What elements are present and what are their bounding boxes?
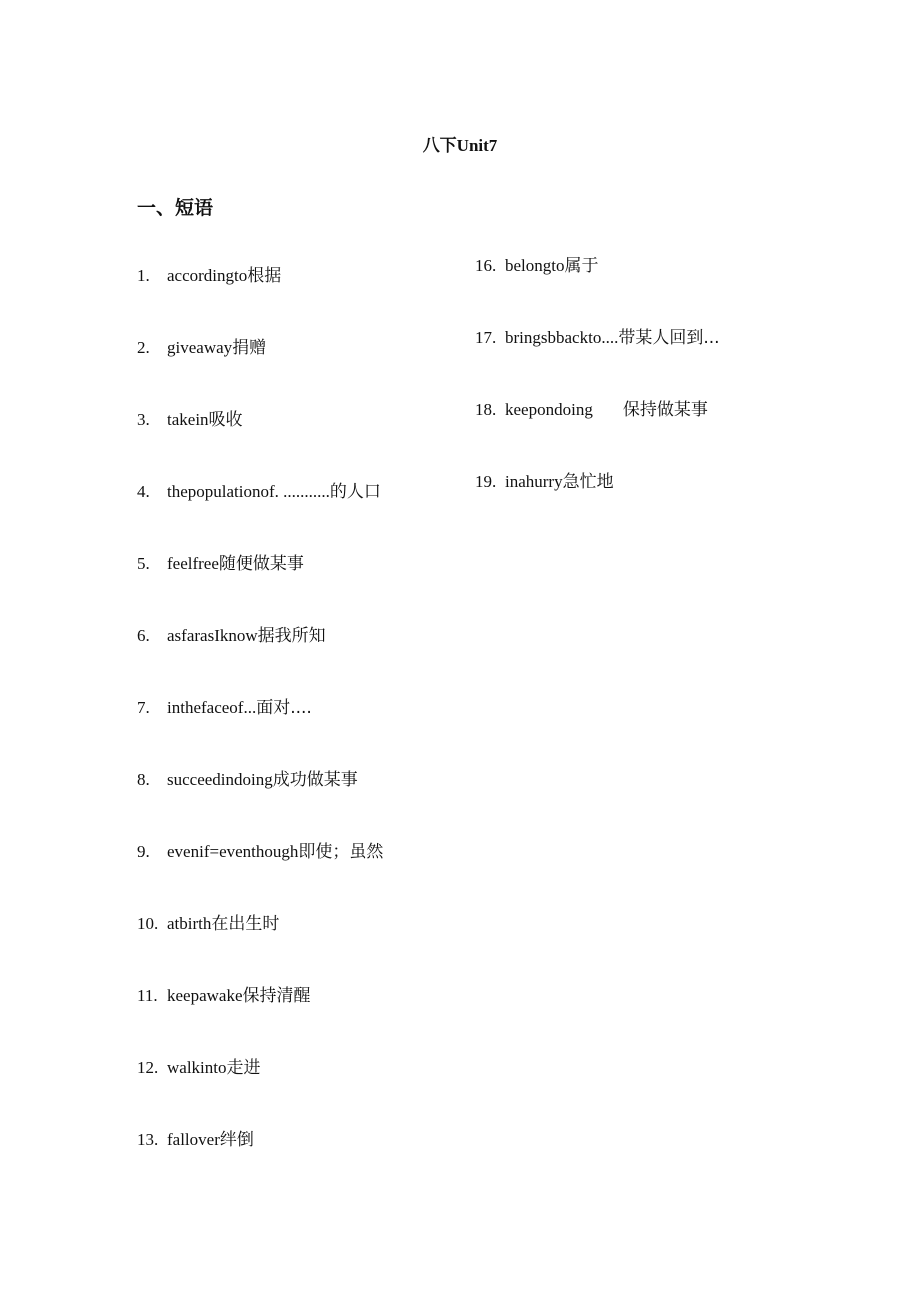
item-chinese: 带某人回到... [618, 328, 720, 348]
item-chinese: 吸收 [208, 410, 243, 430]
item-english: takein [167, 410, 209, 429]
list-item [137, 337, 383, 409]
item-number: 12. [137, 1058, 159, 1077]
item-chinese: 捐赠 [232, 338, 267, 358]
list-item [475, 471, 720, 543]
item-number: 17. [475, 328, 497, 347]
item-chinese: 在出生时 [211, 914, 280, 934]
list-item [475, 327, 720, 399]
item-english: belongto [505, 256, 565, 275]
item-number: 10. [137, 914, 159, 933]
list-item [137, 481, 383, 553]
item-english: walkinto [167, 1058, 227, 1077]
list-item [137, 553, 383, 625]
list-item [137, 1057, 383, 1129]
item-number: 13. [137, 1130, 159, 1149]
item-chinese: 面对.... [256, 698, 312, 718]
item-chinese: 保持做某事 [622, 400, 708, 420]
item-english: succeedindoing [167, 770, 273, 789]
item-english: accordingto [167, 266, 248, 285]
list-item [137, 913, 383, 985]
item-chinese: 绊倒 [219, 1130, 254, 1150]
item-english: evenif=eventhough [167, 842, 299, 861]
item-english: keepawake [167, 986, 243, 1005]
item-number: 3. [137, 410, 150, 429]
item-chinese: 急忙地 [562, 472, 614, 492]
list-item [475, 255, 720, 327]
item-number: 7. [137, 698, 150, 717]
item-number: 16. [475, 256, 497, 275]
item-number: 6. [137, 626, 150, 645]
item-english: keepondoing [505, 400, 593, 419]
item-number: 4. [137, 482, 150, 501]
list-item [137, 697, 383, 769]
item-chinese: 属于 [564, 256, 599, 276]
item-english: inahurry [505, 472, 563, 491]
item-chinese: 保持清醒 [242, 986, 311, 1006]
item-chinese: 成功做某事 [272, 770, 358, 790]
page-title: 八下Unit7 [422, 136, 498, 155]
item-english: thepopulationof. ........... [167, 482, 330, 501]
section-heading: 一、短语 [137, 197, 214, 219]
list-item [137, 409, 383, 481]
item-chinese: 据我所知 [257, 626, 326, 646]
item-english: feelfree [167, 554, 219, 573]
item-chinese: 即使；虽然 [298, 842, 384, 862]
item-english: inthefaceof... [167, 698, 257, 717]
list-item [137, 769, 383, 841]
item-number: 19. [475, 472, 497, 491]
list-item [137, 1129, 383, 1201]
item-english: asfarasIknow [167, 626, 258, 645]
list-item [137, 265, 383, 337]
item-number: 8. [137, 770, 150, 789]
item-chinese: 的人口 [329, 482, 381, 502]
item-chinese: 随便做某事 [218, 554, 304, 574]
list-item [475, 399, 720, 471]
item-number: 18. [475, 400, 497, 419]
item-number: 11. [137, 986, 158, 1005]
list-item [137, 985, 383, 1057]
item-english: bringsbbackto.... [505, 328, 619, 347]
phrase-list-right [475, 255, 720, 543]
item-number: 5. [137, 554, 150, 573]
item-number: 1. [137, 266, 150, 285]
item-chinese: 走进 [226, 1058, 261, 1078]
item-number: 9. [137, 842, 150, 861]
item-chinese: 根据 [247, 266, 282, 286]
item-english: atbirth [167, 914, 212, 933]
item-number: 2. [137, 338, 150, 357]
item-english: fallover [167, 1130, 220, 1149]
phrase-list-left [137, 265, 383, 1201]
list-item [137, 841, 383, 913]
list-item [137, 625, 383, 697]
item-english: giveaway [167, 338, 233, 357]
